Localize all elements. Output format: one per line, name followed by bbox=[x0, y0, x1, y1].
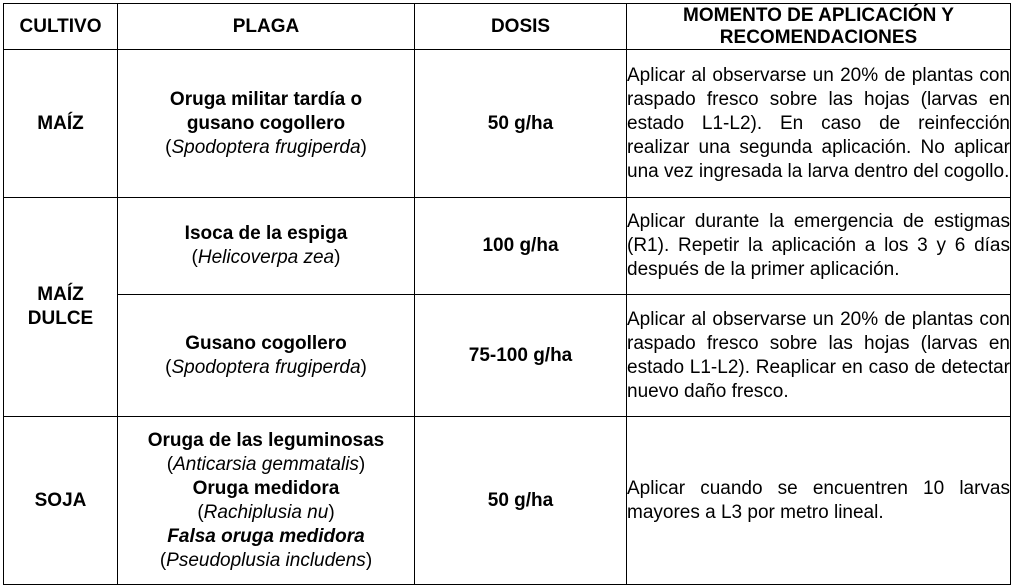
table-row-maiz-dulce-1 bbox=[4, 198, 1011, 295]
table-row-soja bbox=[4, 417, 1011, 585]
pest-scientific-text: Helicoverpa zea bbox=[197, 247, 335, 268]
crop-line-1: MAÍZ bbox=[37, 284, 84, 305]
pest-scientific-name: (Helicoverpa zea) bbox=[191, 247, 341, 268]
header-row bbox=[4, 4, 1011, 50]
pest-common-name: Falsa oruga medidora bbox=[167, 525, 365, 547]
pest-cell bbox=[118, 50, 415, 198]
dosage-table bbox=[3, 3, 1011, 585]
crop-cell bbox=[4, 198, 118, 417]
pest-scientific-name: (Spodoptera frugiperda) bbox=[165, 136, 367, 158]
header-pest: PLAGA bbox=[118, 4, 415, 50]
pest-scientific-text: Pseudoplusia includens bbox=[166, 549, 366, 571]
pest-scientific-name: (Spodoptera frugiperda) bbox=[165, 356, 367, 378]
pest-scientific-name: (Anticarsia gemmatalis) bbox=[166, 453, 366, 475]
dose-cell: 50 g/ha bbox=[415, 50, 627, 198]
header-moment: MOMENTO DE APLICACIÓN Y RECOMENDACIONES bbox=[627, 4, 1011, 50]
pest-scientific-text: Anticarsia gemmatalis bbox=[173, 453, 359, 475]
pest-scientific-name: (Rachiplusia nu) bbox=[197, 501, 335, 523]
pest-scientific-text: Spodoptera frugiperda bbox=[171, 356, 361, 378]
header-crop: CULTIVO bbox=[4, 4, 118, 50]
recommendation-cell: Aplicar durante la emergencia de estigmas (R1). Repetir la aplicación a los 3 y 6 días después de la primer aplicación. bbox=[627, 198, 1011, 295]
dose-cell: 75-100 g/ha bbox=[415, 295, 627, 417]
crop-line-2: DULCE bbox=[27, 308, 94, 329]
pest-cell bbox=[118, 295, 415, 417]
recommendation-cell: Aplicar al observarse un 20% de plantas con raspado fresco sobre las hojas (larvas en estado L1-L2). Reaplicar en caso de detectar nuevo daño fresco. bbox=[627, 295, 1011, 417]
recommendation-cell: Aplicar cuando se encuentren 10 larvas mayores a L3 por metro lineal. bbox=[627, 417, 1011, 585]
pest-scientific-text: Spodoptera frugiperda bbox=[171, 136, 361, 158]
header-dose: DOSIS bbox=[415, 4, 627, 50]
pest-common-name: Isoca de la espiga bbox=[184, 223, 348, 244]
table-row-maiz bbox=[4, 50, 1011, 198]
table-row-maiz-dulce-2 bbox=[4, 295, 1011, 417]
dose-cell: 50 g/ha bbox=[415, 417, 627, 585]
pest-cell bbox=[118, 198, 415, 295]
crop-cell: MAÍZ bbox=[4, 50, 118, 198]
pest-common-name: Gusano cogollero bbox=[185, 332, 347, 354]
pest-common-name: Oruga medidora bbox=[192, 477, 340, 499]
pest-common-name: Oruga de las leguminosas bbox=[147, 429, 385, 451]
pest-cell bbox=[118, 417, 415, 585]
pest-scientific-text: Rachiplusia nu bbox=[203, 501, 329, 523]
dose-cell: 100 g/ha bbox=[415, 198, 627, 295]
pest-scientific-name: (Pseudoplusia includens) bbox=[159, 549, 373, 571]
pest-common-name: Oruga militar tardía o gusano cogollero bbox=[169, 88, 363, 134]
recommendation-cell: Aplicar al observarse un 20% de plantas con raspado fresco sobre las hojas (larvas en estado L1-L2). En caso de reinfección realizar una segunda aplicación. No aplicar una vez ingresada la larva dentro del cogollo. bbox=[627, 50, 1011, 198]
crop-cell: SOJA bbox=[4, 417, 118, 585]
